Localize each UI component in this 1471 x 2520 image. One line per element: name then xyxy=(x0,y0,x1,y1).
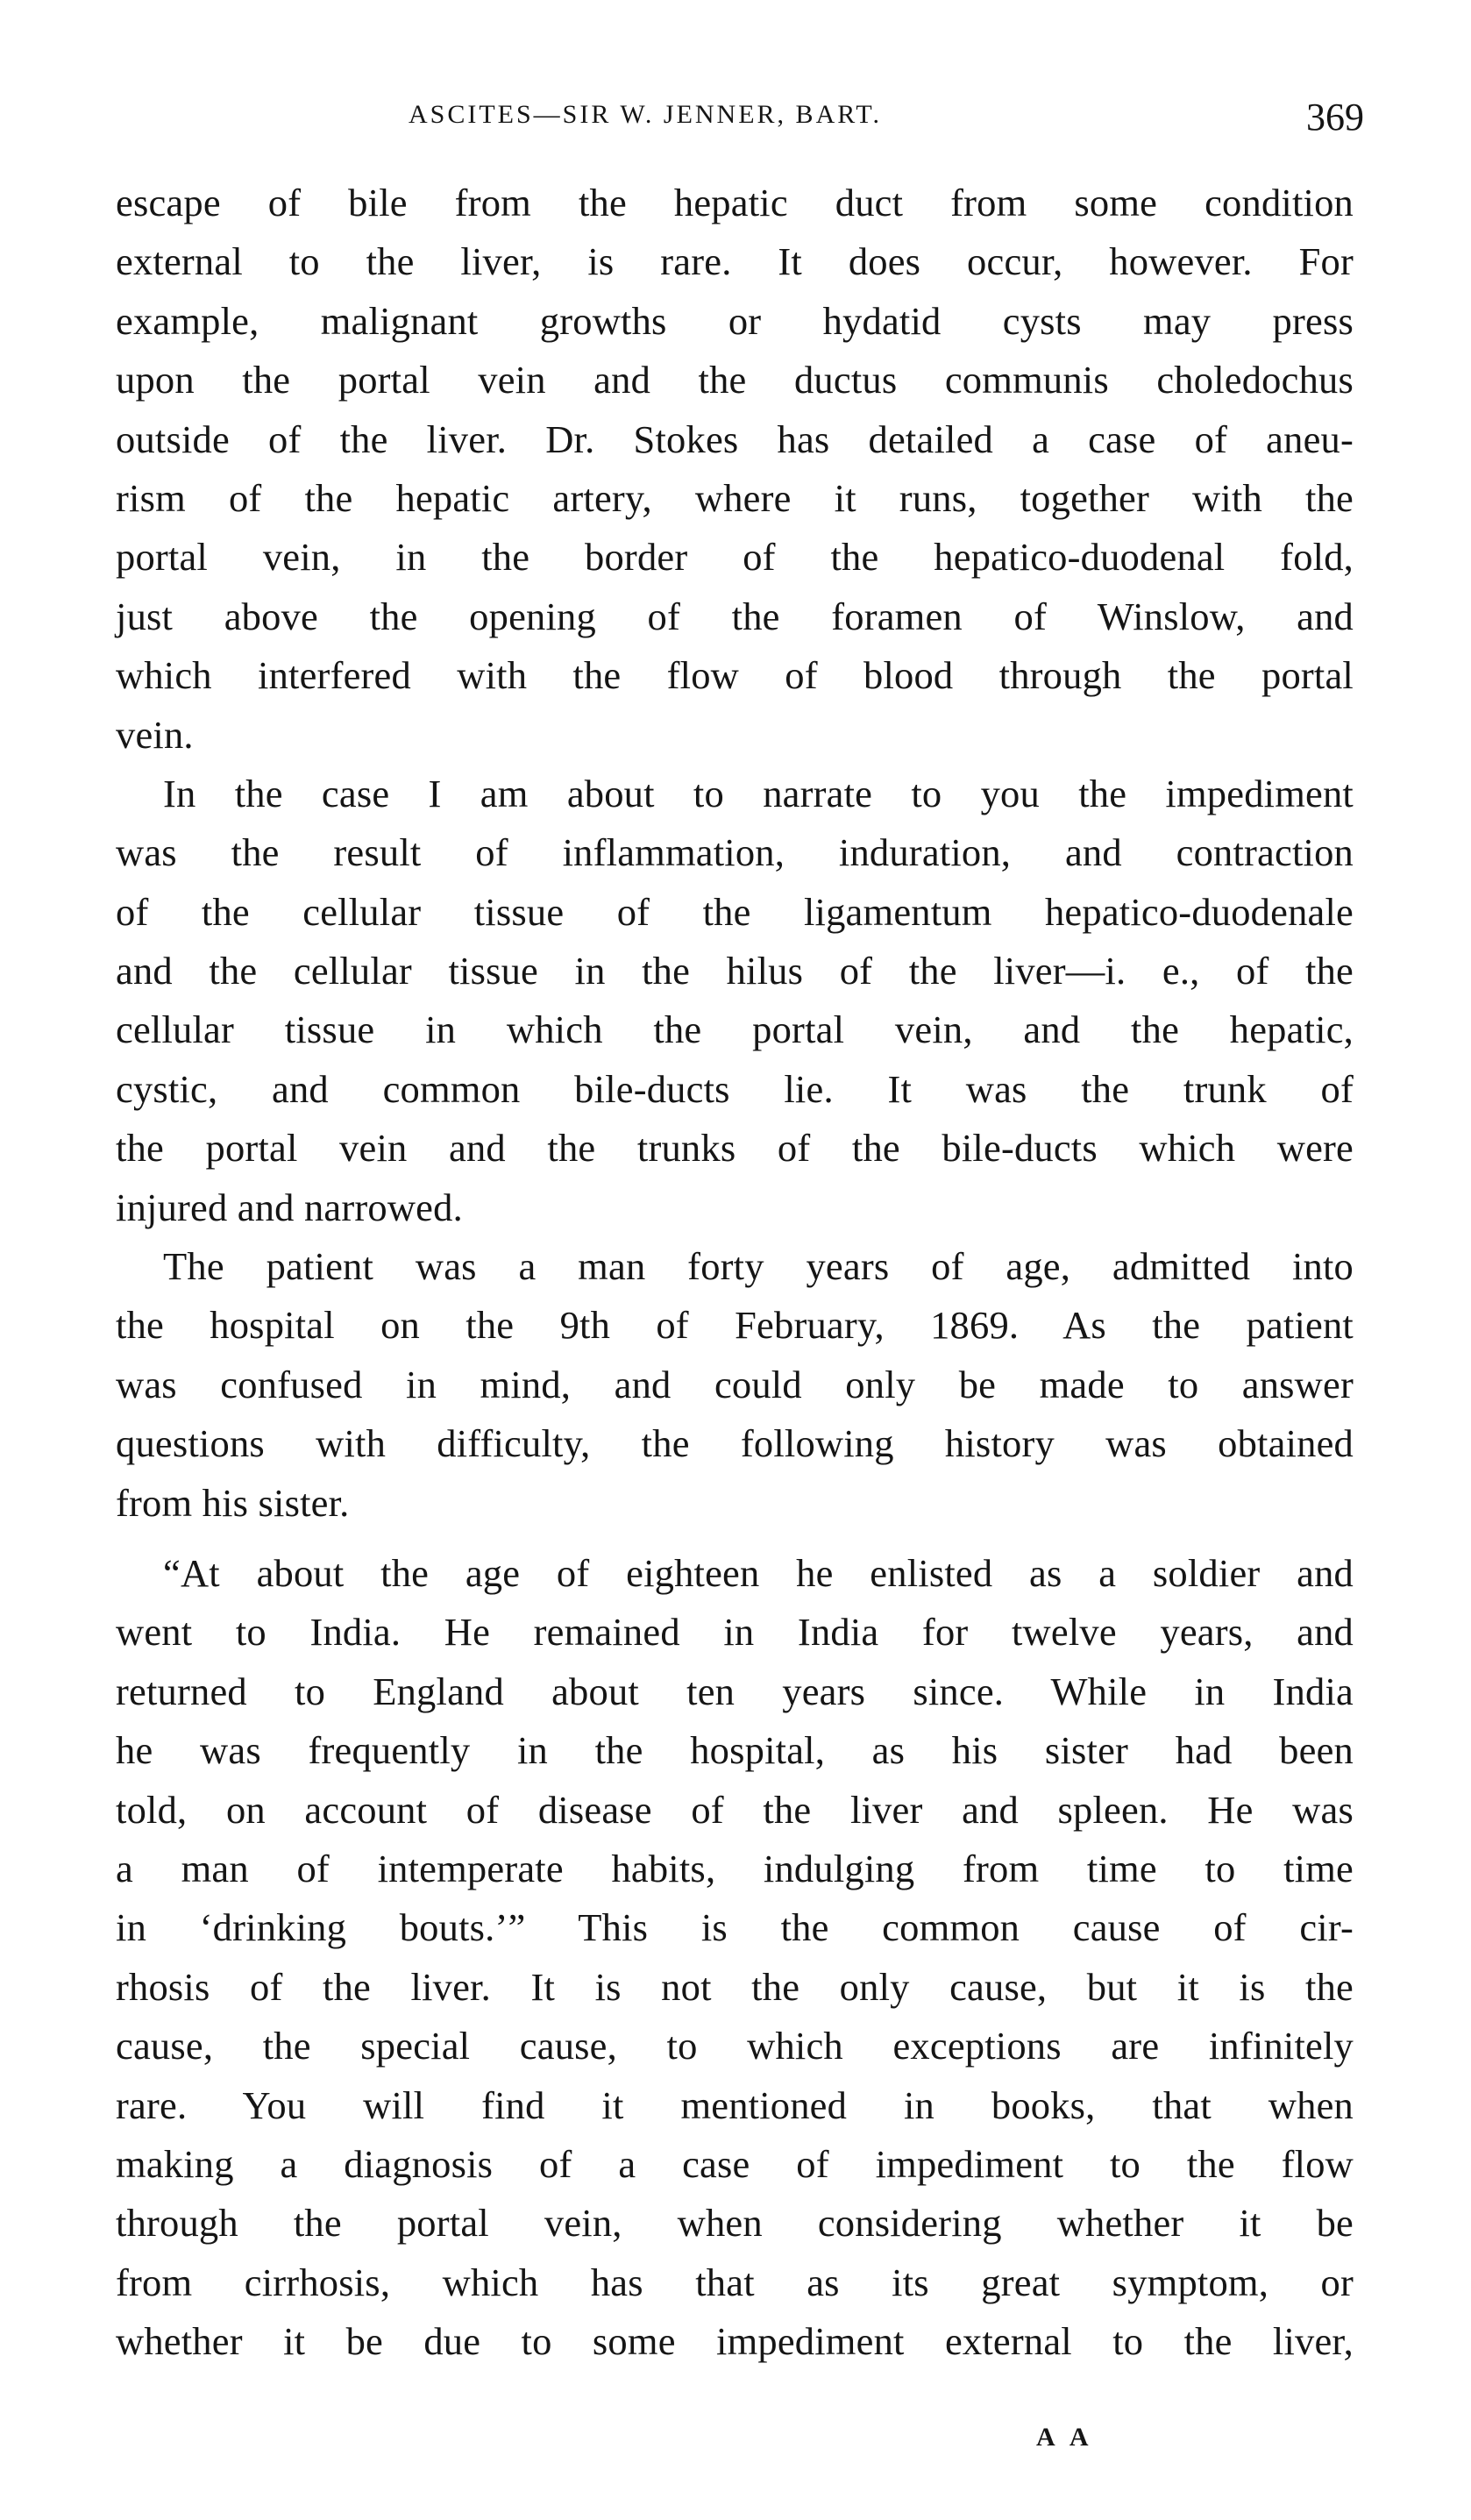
paragraph-2 xyxy=(116,765,1354,1237)
text-line: upon the portal vein and the ductus communis choledochus xyxy=(116,358,1354,402)
text-line: from his sister. xyxy=(116,1480,350,1525)
text-line: The patient was a man forty years of age, admitted into xyxy=(163,1244,1354,1289)
text-line: through the portal vein, when considering whether it be xyxy=(116,2201,1354,2246)
text-line: from cirrhosis, which has that as its great symptom, or xyxy=(116,2260,1354,2304)
text-line: external to the liver, is rare. It does occur, however. For xyxy=(116,239,1354,284)
text-line: went to India. He remained in India for twelve years, and xyxy=(116,1610,1354,1655)
text-line: he was frequently in the hospital, as his sister had been xyxy=(116,1728,1354,1773)
page-number: 369 xyxy=(1306,96,1364,139)
text-line: making a diagnosis of a case of impediment to the flow xyxy=(116,2141,1354,2186)
body-text xyxy=(116,174,1354,2371)
text-line: in ‘drinking bouts.’” This is the common cause of cir- xyxy=(116,1905,1354,1950)
text-line: just above the opening of the foramen of Winslow, and xyxy=(116,594,1354,638)
text-line: of the cellular tissue of the ligamentum hepatico-duodenale xyxy=(116,889,1354,934)
text-line: rism of the hepatic artery, where it runs, together with the xyxy=(116,475,1354,520)
text-line: portal vein, in the border of the hepatico-duodenal fold, xyxy=(116,535,1354,580)
text-line: In the case I am about to narrate to you the impediment xyxy=(163,771,1354,815)
text-line: questions with difficulty, the following history was obtained xyxy=(116,1421,1354,1466)
signature-mark: A A xyxy=(1036,2423,1094,2452)
text-line: rare. You will find it mentioned in books, that when xyxy=(116,2082,1354,2127)
text-line: was confused in mind, and could only be made to answer xyxy=(116,1362,1354,1406)
text-line: outside of the liver. Dr. Stokes has detailed a case of aneu- xyxy=(116,416,1354,461)
paragraph-3 xyxy=(116,1237,1354,1533)
text-line: the portal vein and the trunks of the bile-ducts which were xyxy=(116,1126,1354,1171)
text-line: cellular tissue in which the portal vein, and the hepatic, xyxy=(116,1007,1354,1052)
text-line: returned to England about ten years since. While in India xyxy=(116,1669,1354,1713)
paragraph-4 xyxy=(116,1544,1354,2371)
text-line: “At about the age of eighteen he enlisted as a soldier and xyxy=(163,1550,1354,1595)
text-line: was the result of inflammation, induration, and contraction xyxy=(116,830,1354,875)
text-line: the hospital on the 9th of February, 1869. As the patient xyxy=(116,1303,1354,1348)
paragraph-gap xyxy=(116,1533,1354,1544)
text-line: whether it be due to some impediment external to the liver, xyxy=(116,2319,1354,2364)
text-line: cystic, and common bile-ducts lie. It was the trunk of xyxy=(116,1066,1354,1111)
text-line: and the cellular tissue in the hilus of the liver—i. e., of the xyxy=(116,949,1354,993)
running-title: ASCITES—SIR W. JENNER, BART. xyxy=(409,100,883,129)
text-line: told, on account of disease of the liver and spleen. He was xyxy=(116,1787,1354,1832)
text-line: rhosis of the liver. It is not the only cause, but it is the xyxy=(116,1964,1354,2009)
text-line: example, malignant growths or hydatid cysts may press xyxy=(116,298,1354,343)
text-line: a man of intemperate habits, indulging from time to time xyxy=(116,1846,1354,1890)
text-line: escape of bile from the hepatic duct from some condition xyxy=(116,181,1354,224)
running-header xyxy=(0,95,1471,147)
text-line: vein. xyxy=(116,712,194,757)
text-line: which interfered with the flow of blood through the portal xyxy=(116,653,1354,698)
paragraph-1 xyxy=(116,174,1354,765)
text-line: injured and narrowed. xyxy=(116,1185,463,1229)
text-line: cause, the special cause, to which exceptions are infinitely xyxy=(116,2024,1354,2068)
